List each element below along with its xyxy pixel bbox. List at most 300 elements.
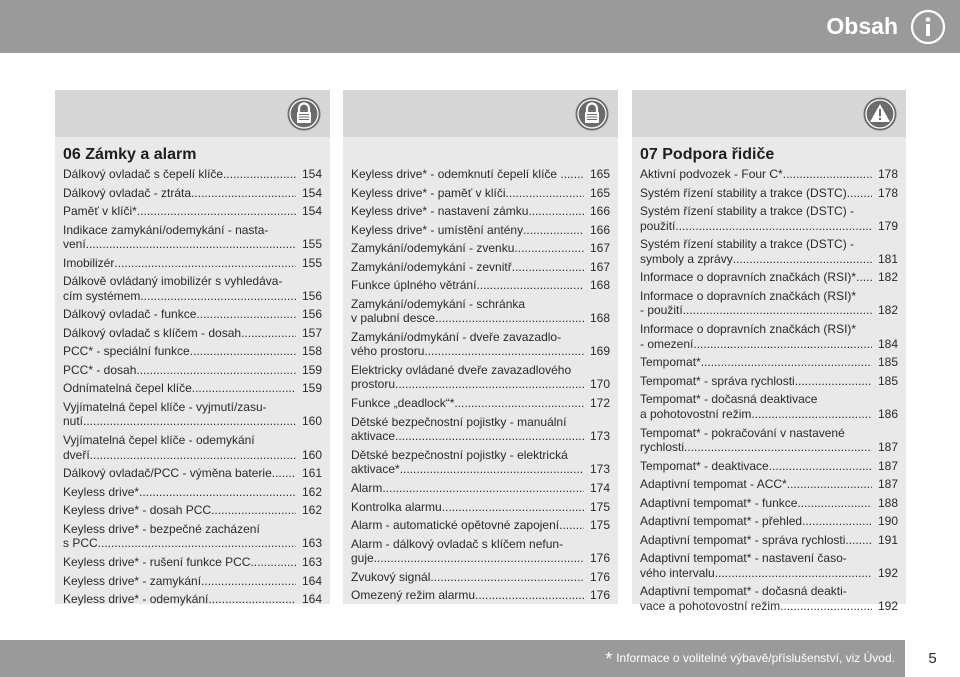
toc-entry-row [640,337,898,352]
toc-entry-row [640,270,898,285]
toc-entry-page-number: 182 [877,270,898,285]
dot-leader [751,407,872,422]
toc-entry-row [351,518,610,533]
toc-entry-row [63,381,322,396]
dot-leader [783,167,872,182]
toc-entry-page-number: 172 [589,396,610,411]
toc-entry-title: Systém řízení stability a trakce (DSTC).. [640,185,854,200]
toc-entry[interactable] [63,466,322,481]
toc-entry-title: aktivace [351,429,396,444]
dot-leader [797,496,872,511]
toc-entry-title: aktivace* [351,462,400,477]
toc-entry-row [351,377,610,392]
toc-entry-title-line: Tempomat* - dočasná deaktivace [640,392,818,407]
toc-entry-title-line: Systém řízení stability a trakce (DSTC) - [640,204,855,218]
toc-entry[interactable] [63,400,322,429]
toc-entry[interactable] [63,326,322,341]
toc-entry[interactable] [640,289,898,318]
toc-entry-title: Zamykání/odemykání - zevnitř [351,259,512,274]
toc-entry-row [63,485,322,500]
toc-entry-title-line: Dálkově ovládaný imobilizér s vyhledáva- [63,274,283,289]
toc-entry[interactable] [640,477,898,492]
dot-leader [852,533,872,548]
dot-leader [90,448,296,463]
toc-entry-title-line: Vyjímatelná čepel klíče - vyjmutí/zasu- [63,399,267,414]
toc-entry-row [351,429,610,444]
dot-leader [435,311,584,326]
toc-entry-page-number: 176 [589,551,610,565]
dot-leader [506,186,584,201]
toc-entry[interactable] [63,433,322,462]
toc-entry-row [63,574,322,589]
toc-entry-title-line: Adaptivní tempomat* - nastavení časo- [640,551,847,566]
toc-entry-title: vého prostoru [351,344,425,359]
toc-entry-page-number: 192 [877,598,898,613]
toc-entry-row [351,462,610,477]
toc-entry-title: rychlosti [640,440,685,454]
toc-entry-page-number: 188 [877,495,898,510]
toc-entry-row [63,307,322,322]
toc-entry-row [63,186,322,201]
toc-entry-page-number: 179 [877,218,898,233]
toc-entry-title: symboly a zprávy [640,251,733,266]
toc-entry-title: guje [351,551,374,565]
toc-entry[interactable] [63,307,322,322]
toc-entry[interactable] [63,503,322,518]
dot-leader [733,252,872,267]
dot-leader [86,237,296,252]
toc-entry[interactable] [63,522,322,551]
toc-entry-page-number: 166 [589,204,610,218]
toc-entry-row [63,326,322,341]
toc-entry-row [640,533,898,548]
dot-leader [523,223,584,238]
toc-entry-title: Odnímatelná čepel klíče [63,381,192,396]
dot-leader [442,500,584,515]
toc-entry[interactable] [351,396,610,411]
toc-entry[interactable] [63,274,322,303]
toc-entry-title: vého intervalu [640,565,715,580]
toc-entry[interactable] [640,392,898,421]
toc-entry-row [63,237,322,252]
toc-entry-page-number: 173 [589,429,610,444]
toc-entry-row [351,481,610,496]
toc-entry[interactable] [63,344,322,359]
toc-entry-row [640,477,898,492]
dot-leader [140,289,296,304]
toc-entry[interactable] [63,167,322,182]
toc-entry[interactable] [351,260,610,275]
toc-entry[interactable] [351,167,610,182]
dot-leader [675,219,872,234]
toc-entry-title: Imobilizér [63,255,115,270]
toc-entry-title: Kontrolka alarmu [351,499,442,514]
toc-entry-page-number: 166 [589,222,610,237]
dot-leader [196,307,296,322]
toc-entry-title: Funkce úplného větrání [351,278,477,292]
dot-leader [201,574,296,589]
toc-entry-page-number: 163 [301,536,322,551]
dot-leader [701,355,872,370]
toc-entry-title: Tempomat* - správa rychlosti [640,373,795,388]
toc-entry-title: Alarm [351,481,383,495]
toc-entry-title: Adaptivní tempomat* - funkce [640,495,798,510]
dot-leader [787,477,872,492]
toc-entry[interactable] [640,496,898,511]
toc-entry-title: Zamykání/odemykání - zvenku [351,241,515,255]
toc-entry[interactable] [640,584,898,613]
toc-entry-page-number: 155 [301,255,322,270]
toc-entry-row [351,570,610,585]
toc-entry-title-line: Zamykání/odemykání - schránka [351,296,526,311]
toc-entry[interactable] [351,481,610,496]
toc-entry-row [63,448,322,463]
section-title: 06 Zámky a alarm [63,146,197,163]
dot-leader [683,303,872,318]
toc-entry-title-line: Indikace zamykání/odemykání - nasta- [63,222,269,237]
toc-entry[interactable] [63,256,322,271]
toc-entry-page-number: 163 [301,555,322,569]
toc-entry-title-line: Zamykání/odmykání - dveře zavazadlo- [351,329,562,344]
dot-leader [475,588,584,603]
toc-entry[interactable] [351,330,610,359]
dot-leader [241,326,296,341]
header-bar [0,0,960,53]
dot-leader [424,344,584,359]
toc-entry-page-number: 181 [877,251,898,266]
dot-leader [192,381,296,396]
toc-entry-row [351,167,610,182]
toc-entry-title: Keyless drive* - dosah PCC [63,503,212,518]
toc-entry[interactable] [640,355,898,370]
dot-leader [512,260,584,275]
toc-entry-page-number: 164 [301,592,322,606]
dot-leader [853,186,872,201]
toc-entry[interactable] [63,204,322,219]
toc-entry-title: Omezený režim alarmu [351,588,476,603]
toc-entry[interactable] [640,514,898,529]
toc-list [63,90,322,604]
toc-entry-title: Keyless drive* - nastavení zámku [351,204,529,218]
toc-entry-title: Paměť v klíči* [63,204,137,218]
toc-entry-title-line: Dětské bezpečnostní pojistky - elektrická [351,447,568,462]
toc-entry[interactable] [351,415,610,444]
toc-entry-page-number: 164 [301,573,322,588]
toc-entry-row [351,278,610,293]
toc-entry-row [351,260,610,275]
toc-entry-row [640,459,898,474]
toc-entry[interactable] [63,592,322,607]
toc-entry[interactable] [351,570,610,585]
toc-entry-row [63,167,322,182]
dot-leader [382,481,584,496]
toc-entry-page-number: 160 [301,447,322,462]
toc-entry-title: cím systémem [63,288,141,303]
toc-entry-page-number: 160 [301,414,322,429]
dot-leader [400,462,584,477]
dot-leader [250,555,296,570]
toc-entry[interactable] [63,223,322,252]
dot-leader [136,363,296,378]
toc-entry-title: PCC* - dosah [63,362,137,377]
dot-leader [190,344,296,359]
toc-entry[interactable] [640,374,898,389]
toc-entry-row [640,514,898,529]
toc-entry-title-line: Tempomat* - pokračování v nastavené [640,425,845,440]
toc-entry-title: nutí [63,414,84,429]
dot-leader [430,570,584,585]
toc-entry-title-line: Alarm - dálkový ovladač s klíčem nefun- [351,536,564,551]
toc-entry-row [63,363,322,378]
dot-leader [275,466,296,481]
toc-entry[interactable] [63,363,322,378]
toc-entry-page-number: 165 [589,167,610,181]
toc-column-locks-alarm [55,90,330,604]
toc-entry-title: Keyless drive* - odemykání [63,592,209,606]
toc-entry-page-number: 156 [301,307,322,322]
toc-entry-title: Keyless drive* [63,484,140,499]
dot-leader [191,186,296,201]
toc-entry-title: Keyless drive* - umístění antény [351,222,524,237]
dot-leader [98,536,296,551]
toc-entry[interactable] [351,518,610,533]
toc-entry-title: PCC* - speciální funkce [63,344,190,359]
toc-entry-page-number: 158 [301,344,322,359]
toc-entry-page-number: 178 [877,167,898,181]
toc-entry-page-number: 162 [301,484,322,499]
toc-entry-page-number: 176 [589,588,610,603]
toc-entry-title: v palubní desce [351,311,436,325]
toc-entry-title: Informace o dopravních značkách (RSI)* [640,270,857,285]
dot-leader [374,551,584,566]
toc-entry-page-number: 159 [301,381,322,396]
dot-leader [802,514,872,529]
info-icon [909,8,947,46]
toc-entry-title: Keyless drive* - odemknutí čepelí klíče . [351,167,564,181]
toc-entry-title-line: Informace o dopravních značkách (RSI)* [640,288,857,303]
toc-entry-row [640,303,898,318]
toc-entry-row [351,396,610,411]
toc-entry-title-line: Vyjímatelná čepel klíče - odemykání [63,433,255,448]
toc-entry-page-number: 187 [877,458,898,473]
toc-column-driver-support [632,90,906,613]
toc-entry-row [351,204,610,219]
toc-entry-title-line: Elektricky ovládané dveře zavazadlového [351,362,572,377]
toc-entry[interactable] [351,223,610,238]
dot-leader [693,337,872,352]
toc-entry-row [640,599,898,614]
toc-entry-row [63,204,322,219]
toc-entry-title: Tempomat* - deaktivace [640,458,769,473]
dot-leader [564,167,584,182]
toc-entry-row [640,219,898,234]
dot-leader [856,270,872,285]
toc-entry-title: prostoru [351,377,396,392]
dot-leader [211,503,296,518]
toc-entry-row [640,496,898,511]
toc-list [640,90,898,613]
toc-entry-row [351,186,610,201]
toc-entry-page-number: 175 [589,518,610,532]
toc-entry-row [63,414,322,429]
toc-entry[interactable] [351,186,610,201]
toc-entry-page-number: 184 [877,336,898,351]
toc-entry-row [63,466,322,481]
toc-entry-title: a pohotovostní režim [640,406,752,421]
toc-entry-row [63,256,322,271]
toc-entry[interactable] [351,241,610,256]
toc-entry-title: - omezení [640,336,694,351]
toc-entry-row [351,223,610,238]
toc-entry-row [351,588,610,603]
dot-leader [395,377,584,392]
dot-leader [83,414,296,429]
toc-entry-title-line: Keyless drive* - bezpečné zacházení [63,521,260,536]
toc-entry-page-number: 192 [877,565,898,580]
toc-entry-page-number: 185 [877,355,898,370]
dot-leader [139,485,296,500]
toc-entry-row [640,186,898,201]
toc-entry-row [63,555,322,570]
toc-entry-page-number: 155 [301,237,322,251]
toc-entry-row [351,344,610,359]
toc-entry[interactable] [351,500,610,515]
dot-leader [137,204,296,219]
toc-entry-title: vace a pohotovostní režim [640,598,781,613]
toc-entry-title-line: Dětské bezpečnostní pojistky - manuální [351,414,567,429]
toc-entry-page-number: 156 [301,288,322,303]
toc-entry-page-number: 187 [877,440,898,454]
toc-entry-title: Dálkový ovladač s čepelí klíče [63,167,224,181]
dot-leader [223,167,296,182]
dot-leader [208,592,296,607]
toc-entry[interactable] [640,186,898,201]
toc-entry-title: - použití [640,303,683,318]
toc-entry-row [640,374,898,389]
toc-entry-title: Adaptivní tempomat* - přehled [640,514,803,529]
toc-entry-page-number: 187 [877,477,898,492]
toc-entry-title-line: Adaptivní tempomat* - dočasná deakti- [640,584,847,599]
dot-leader [780,599,872,614]
toc-entry[interactable] [640,204,898,233]
toc-entry[interactable] [63,381,322,396]
toc-entry-row [640,167,898,182]
dot-leader [795,374,872,389]
toc-entry-page-number: 167 [589,241,610,255]
toc-entry-page-number: 175 [589,499,610,514]
dot-leader [514,241,584,256]
toc-entry-page-number: 165 [589,185,610,200]
toc-entry[interactable] [640,270,898,285]
dot-leader [769,459,872,474]
toc-entry-title: Adaptivní tempomat* - správa rychlosti.. [640,532,853,547]
toc-entry-page-number: 178 [877,185,898,200]
toc-entry-title: s PCC [63,536,98,551]
toc-entry-title-line: Systém řízení stability a trakce (DSTC) - [640,237,855,252]
toc-entry-title: vení [63,237,86,251]
toc-entry-title: Zvukový signál [351,569,431,584]
toc-entry-page-number: 191 [877,532,898,547]
dot-leader [476,278,584,293]
toc-entry-title: Keyless drive* - rušení funkce PCC [63,555,251,569]
toc-entry-row [63,592,322,607]
toc-entry[interactable] [351,204,610,219]
toc-entry[interactable] [351,448,610,477]
toc-entry[interactable] [640,533,898,548]
toc-entry[interactable] [640,426,898,455]
toc-entry[interactable] [351,363,610,392]
toc-entry[interactable] [640,459,898,474]
toc-entry-title: Dálkový ovladač - funkce [63,307,197,322]
footnote-asterisk: * [605,649,613,669]
toc-entry-page-number: 170 [589,377,610,392]
toc-entry[interactable] [63,485,322,500]
page-title: Obsah [826,13,898,39]
toc-entry-title: dveří [63,447,90,462]
toc-entry-title: Dálkový ovladač s klíčem - dosah [63,325,242,340]
dot-leader [684,440,872,455]
toc-entry-page-number: 174 [589,481,610,495]
toc-entry-row [351,551,610,566]
toc-entry[interactable] [351,278,610,293]
toc-entry[interactable] [640,237,898,266]
toc-entry-row [640,407,898,422]
toc-entry-page-number: 167 [589,259,610,274]
toc-entry-page-number: 182 [877,303,898,318]
toc-entry-row [640,355,898,370]
toc-entry-page-number: 169 [589,344,610,359]
toc-entry-page-number: 173 [589,462,610,477]
footnote-text: Informace o volitelné výbavě/příslušenství, viz Úvod. [616,651,895,665]
toc-entry-row [351,311,610,326]
toc-entry[interactable] [351,588,610,603]
toc-entry-row [351,241,610,256]
toc-entry-page-number: 186 [877,406,898,421]
dot-leader [562,518,584,533]
toc-entry-page-number: 185 [877,373,898,388]
toc-entry-title-line: Informace o dopravních značkách (RSI)* [640,322,857,337]
toc-entry-row [63,503,322,518]
toc-entry-page-number: 157 [301,325,322,340]
toc-entry-page-number: 190 [877,514,898,529]
toc-entry-row [63,344,322,359]
toc-entry-page-number: 154 [301,185,322,200]
toc-entry[interactable] [640,551,898,580]
section-title: 07 Podpora řidiče [640,146,775,163]
toc-entry-page-number: 154 [301,167,322,181]
toc-entry-page-number: 154 [301,204,322,218]
toc-entry-title: Alarm - automatické opětovné zapojení. [351,518,563,532]
toc-entry[interactable] [351,297,610,326]
footnote [605,649,895,670]
toc-entry[interactable] [63,574,322,589]
toc-entry-row [63,289,322,304]
toc-column-locks-alarm-continued [343,90,618,604]
toc-entry[interactable] [640,322,898,351]
dot-leader [395,429,584,444]
toc-entry-page-number: 176 [589,569,610,584]
toc-entry-title: Dálkový ovladač/PCC - výměna baterie. [63,466,276,481]
toc-entry-title: Dálkový ovladač - ztráta [63,185,192,200]
toc-entry[interactable] [63,555,322,570]
toc-entry-title: Tempomat* [640,355,701,370]
dot-leader [114,256,296,271]
toc-entry[interactable] [640,167,898,182]
toc-entry-row [63,536,322,551]
toc-entry[interactable] [63,186,322,201]
toc-entry-page-number: 162 [301,503,322,518]
toc-entry[interactable] [351,537,610,566]
